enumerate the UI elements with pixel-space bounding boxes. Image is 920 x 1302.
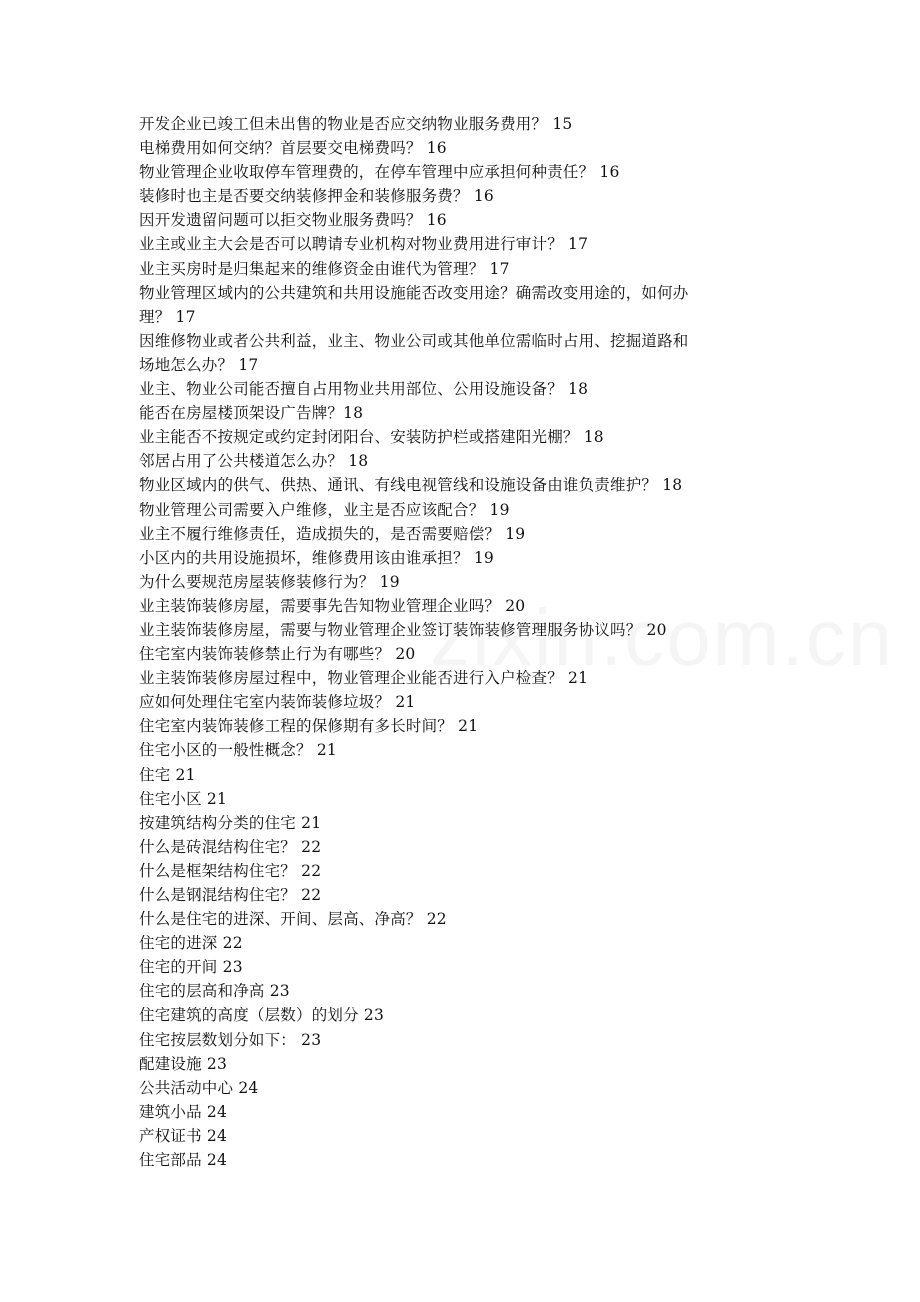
toc-line: 配建设施 23 (139, 1054, 228, 1073)
toc-line: 住宅建筑的高度（层数）的划分 23 (139, 1006, 385, 1025)
toc-line: 产权证书 24 (139, 1126, 228, 1145)
toc-line: 建筑小品 24 (139, 1102, 228, 1121)
toc-line: 业主装饰装修房屋，需要事先告知物业管理企业吗？ 20 (139, 596, 526, 615)
toc-line: 公共活动中心 24 (139, 1078, 259, 1097)
toc-line: 理？ 17 (139, 307, 196, 326)
toc-line: 装修时也主是否要交纳装修押金和装修服务费？ 16 (139, 187, 494, 206)
toc-line: 住宅室内装饰装修工程的保修期有多长时间？ 21 (139, 717, 479, 736)
table-of-contents (139, 112, 789, 1172)
toc-line: 住宅室内装饰装修禁止行为有哪些？ 20 (139, 645, 416, 664)
toc-line: 住宅小区 21 (139, 789, 228, 808)
toc-line: 物业区域内的供气、供热、通讯、有线电视管线和设施设备由谁负责维护？ 18 (139, 476, 683, 495)
toc-line: 住宅的进深 22 (139, 934, 243, 953)
toc-line: 什么是钢混结构住宅？ 22 (139, 886, 322, 904)
toc-line: 业主装饰装修房屋，需要与物业管理企业签订装饰装修管理服务协议吗？ 20 (139, 620, 667, 639)
toc-line: 什么是框架结构住宅？ 22 (139, 861, 322, 880)
toc-line: 按建筑结构分类的住宅 21 (139, 813, 322, 832)
toc-line: 住宅按层数划分如下： 23 (139, 1030, 322, 1049)
toc-line: 应如何处理住宅室内装饰装修垃圾？ 21 (139, 693, 416, 712)
toc-line: 业主装饰装修房屋过程中，物业管理企业能否进行入户检查？ 21 (139, 669, 589, 688)
toc-line: 住宅的开间 23 (139, 958, 243, 977)
toc-line: 物业管理公司需要入户维修，业主是否应该配合？ 19 (139, 500, 510, 519)
toc-line: 电梯费用如何交纳？首层要交电梯费吗？ 16 (139, 139, 447, 158)
toc-line: 邻居占用了公共楼道怎么办？ 18 (139, 452, 369, 471)
toc-line: 物业管理区域内的公共建筑和共用设施能否改变用途？确需改变用途的，如何办 (139, 283, 689, 302)
toc-line: 住宅小区的一般性概念？ 21 (139, 741, 337, 760)
toc-line: 住宅 21 (139, 765, 196, 784)
toc-line: 业主、物业公司能否擅自占用物业共用部位、公用设施设备？ 18 (139, 380, 589, 399)
toc-line: 场地怎么办？ 17 (139, 355, 259, 374)
toc-line: 业主能否不按规定或约定封闭阳台、安装防护栏或搭建阳光棚？ 18 (139, 428, 604, 447)
toc-line: 开发企业已竣工但未出售的物业是否应交纳物业服务费用？ 15 (139, 115, 573, 133)
toc-line: 能否在房屋楼顶架设广告牌？18 (139, 404, 364, 423)
toc-line: 物业管理企业收取停车管理费的，在停车管理中应承担何种责任？ 16 (139, 163, 620, 182)
toc-line: 业主或业主大会是否可以聘请专业机构对物业费用进行审计？ 17 (139, 235, 589, 254)
toc-line: 因维修物业或者公共利益，业主、物业公司或其他单位需临时占用、挖掘道路和 (139, 331, 689, 350)
toc-line: 因开发遗留问题可以拒交物业服务费吗？ 16 (139, 211, 447, 230)
toc-line: 什么是砖混结构住宅？ 22 (139, 837, 322, 856)
toc-line: 业主不履行维修责任，造成损失的，是否需要赔偿？ 19 (139, 524, 526, 543)
toc-line: 小区内的共用设施损坏，维修费用该由谁承担？ 19 (139, 548, 494, 567)
toc-line: 业主买房时是归集起来的维修资金由谁代为管理？ 17 (139, 259, 510, 278)
toc-line: 为什么要规范房屋装修装修行为？ 19 (139, 572, 400, 591)
toc-line: 什么是住宅的进深、开间、层高、净高？ 22 (139, 910, 447, 929)
toc-line: 住宅的层高和净高 23 (139, 982, 290, 1001)
toc-line: 住宅部品 24 (139, 1151, 228, 1170)
